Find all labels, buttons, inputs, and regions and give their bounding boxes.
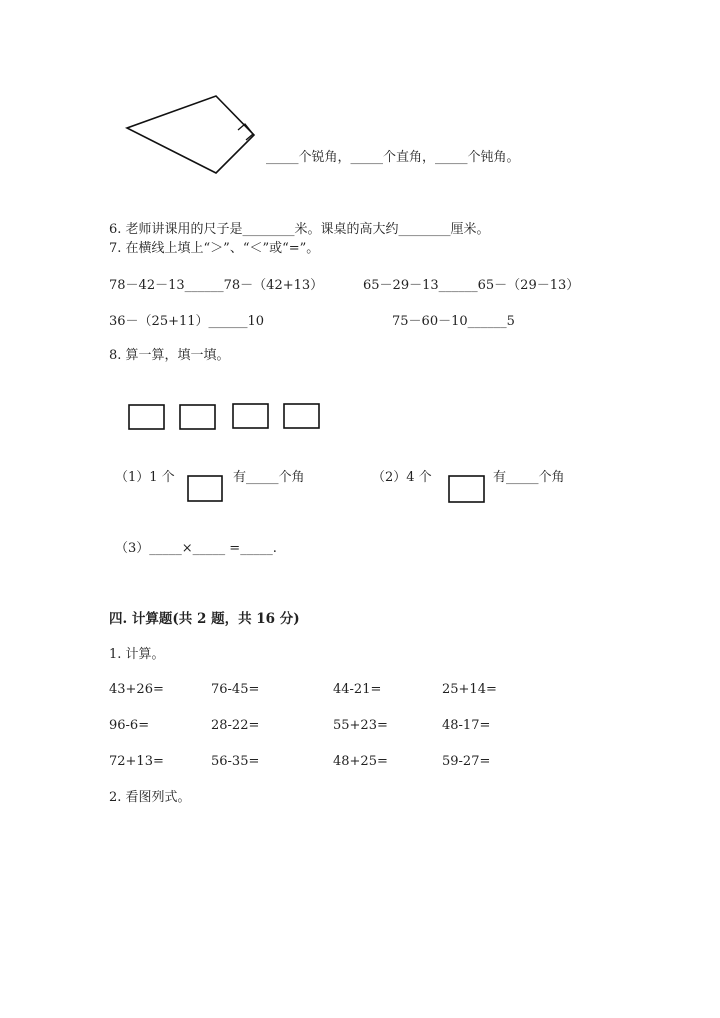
problem-r3-c1: 72+13= <box>109 754 164 769</box>
section-4-q2-label: 2. 看图列式。 <box>109 790 191 805</box>
rectangle-1 <box>129 405 164 429</box>
q8-part1-suffix: 有_____个角 <box>233 470 305 485</box>
problem-r1-c2: 76-45= <box>211 682 260 697</box>
section-4-q1-label: 1. 计算。 <box>109 647 165 662</box>
rectangle-2 <box>180 405 215 429</box>
problem-r3-c4: 59-27= <box>442 754 491 769</box>
q8-part3: （3）_____×_____ =_____. <box>115 541 277 556</box>
q5-answer-blanks: _____个锐角，_____个直角，_____个钝角。 <box>266 150 520 165</box>
compare-item-2: 65－29－13______65－（29－13） <box>363 278 580 293</box>
problem-r2-c3: 55+23= <box>333 718 388 733</box>
compare-item-4: 75－60－10______5 <box>392 314 515 329</box>
question-6: 6. 老师讲课用的尺子是________米。课桌的高大约________厘米。 <box>109 222 490 237</box>
section-4-title: 四. 计算题(共 2 题，共 16 分) <box>109 611 300 627</box>
question-7: 7. 在横线上填上“＞”、“＜”或“=”。 <box>109 241 320 256</box>
problem-r1-c3: 44-21= <box>333 682 382 697</box>
problem-r1-c4: 25+14= <box>442 682 497 697</box>
problem-r3-c3: 48+25= <box>333 754 388 769</box>
problem-r3-c2: 56-35= <box>211 754 260 769</box>
rectangle-3 <box>233 404 268 428</box>
inline-rectangle-2 <box>449 476 484 502</box>
problem-r2-c1: 96-6= <box>109 718 150 733</box>
problem-r2-c4: 48-17= <box>442 718 491 733</box>
problem-r2-c2: 28-22= <box>211 718 260 733</box>
question-8: 8. 算一算，填一填。 <box>109 348 230 363</box>
inline-rectangle-1 <box>188 476 222 501</box>
rectangle-4 <box>284 404 319 428</box>
compare-item-3: 36－（25+11）______10 <box>109 314 265 329</box>
problem-r1-c1: 43+26= <box>109 682 164 697</box>
quadrilateral-shape <box>127 96 254 173</box>
q8-part2-prefix: （2）4 个 <box>372 470 432 485</box>
q8-part2-suffix: 有_____个角 <box>493 470 565 485</box>
q8-part1-prefix: （1）1 个 <box>115 470 175 485</box>
compare-item-1: 78－42－13______78－（42+13） <box>109 278 324 293</box>
